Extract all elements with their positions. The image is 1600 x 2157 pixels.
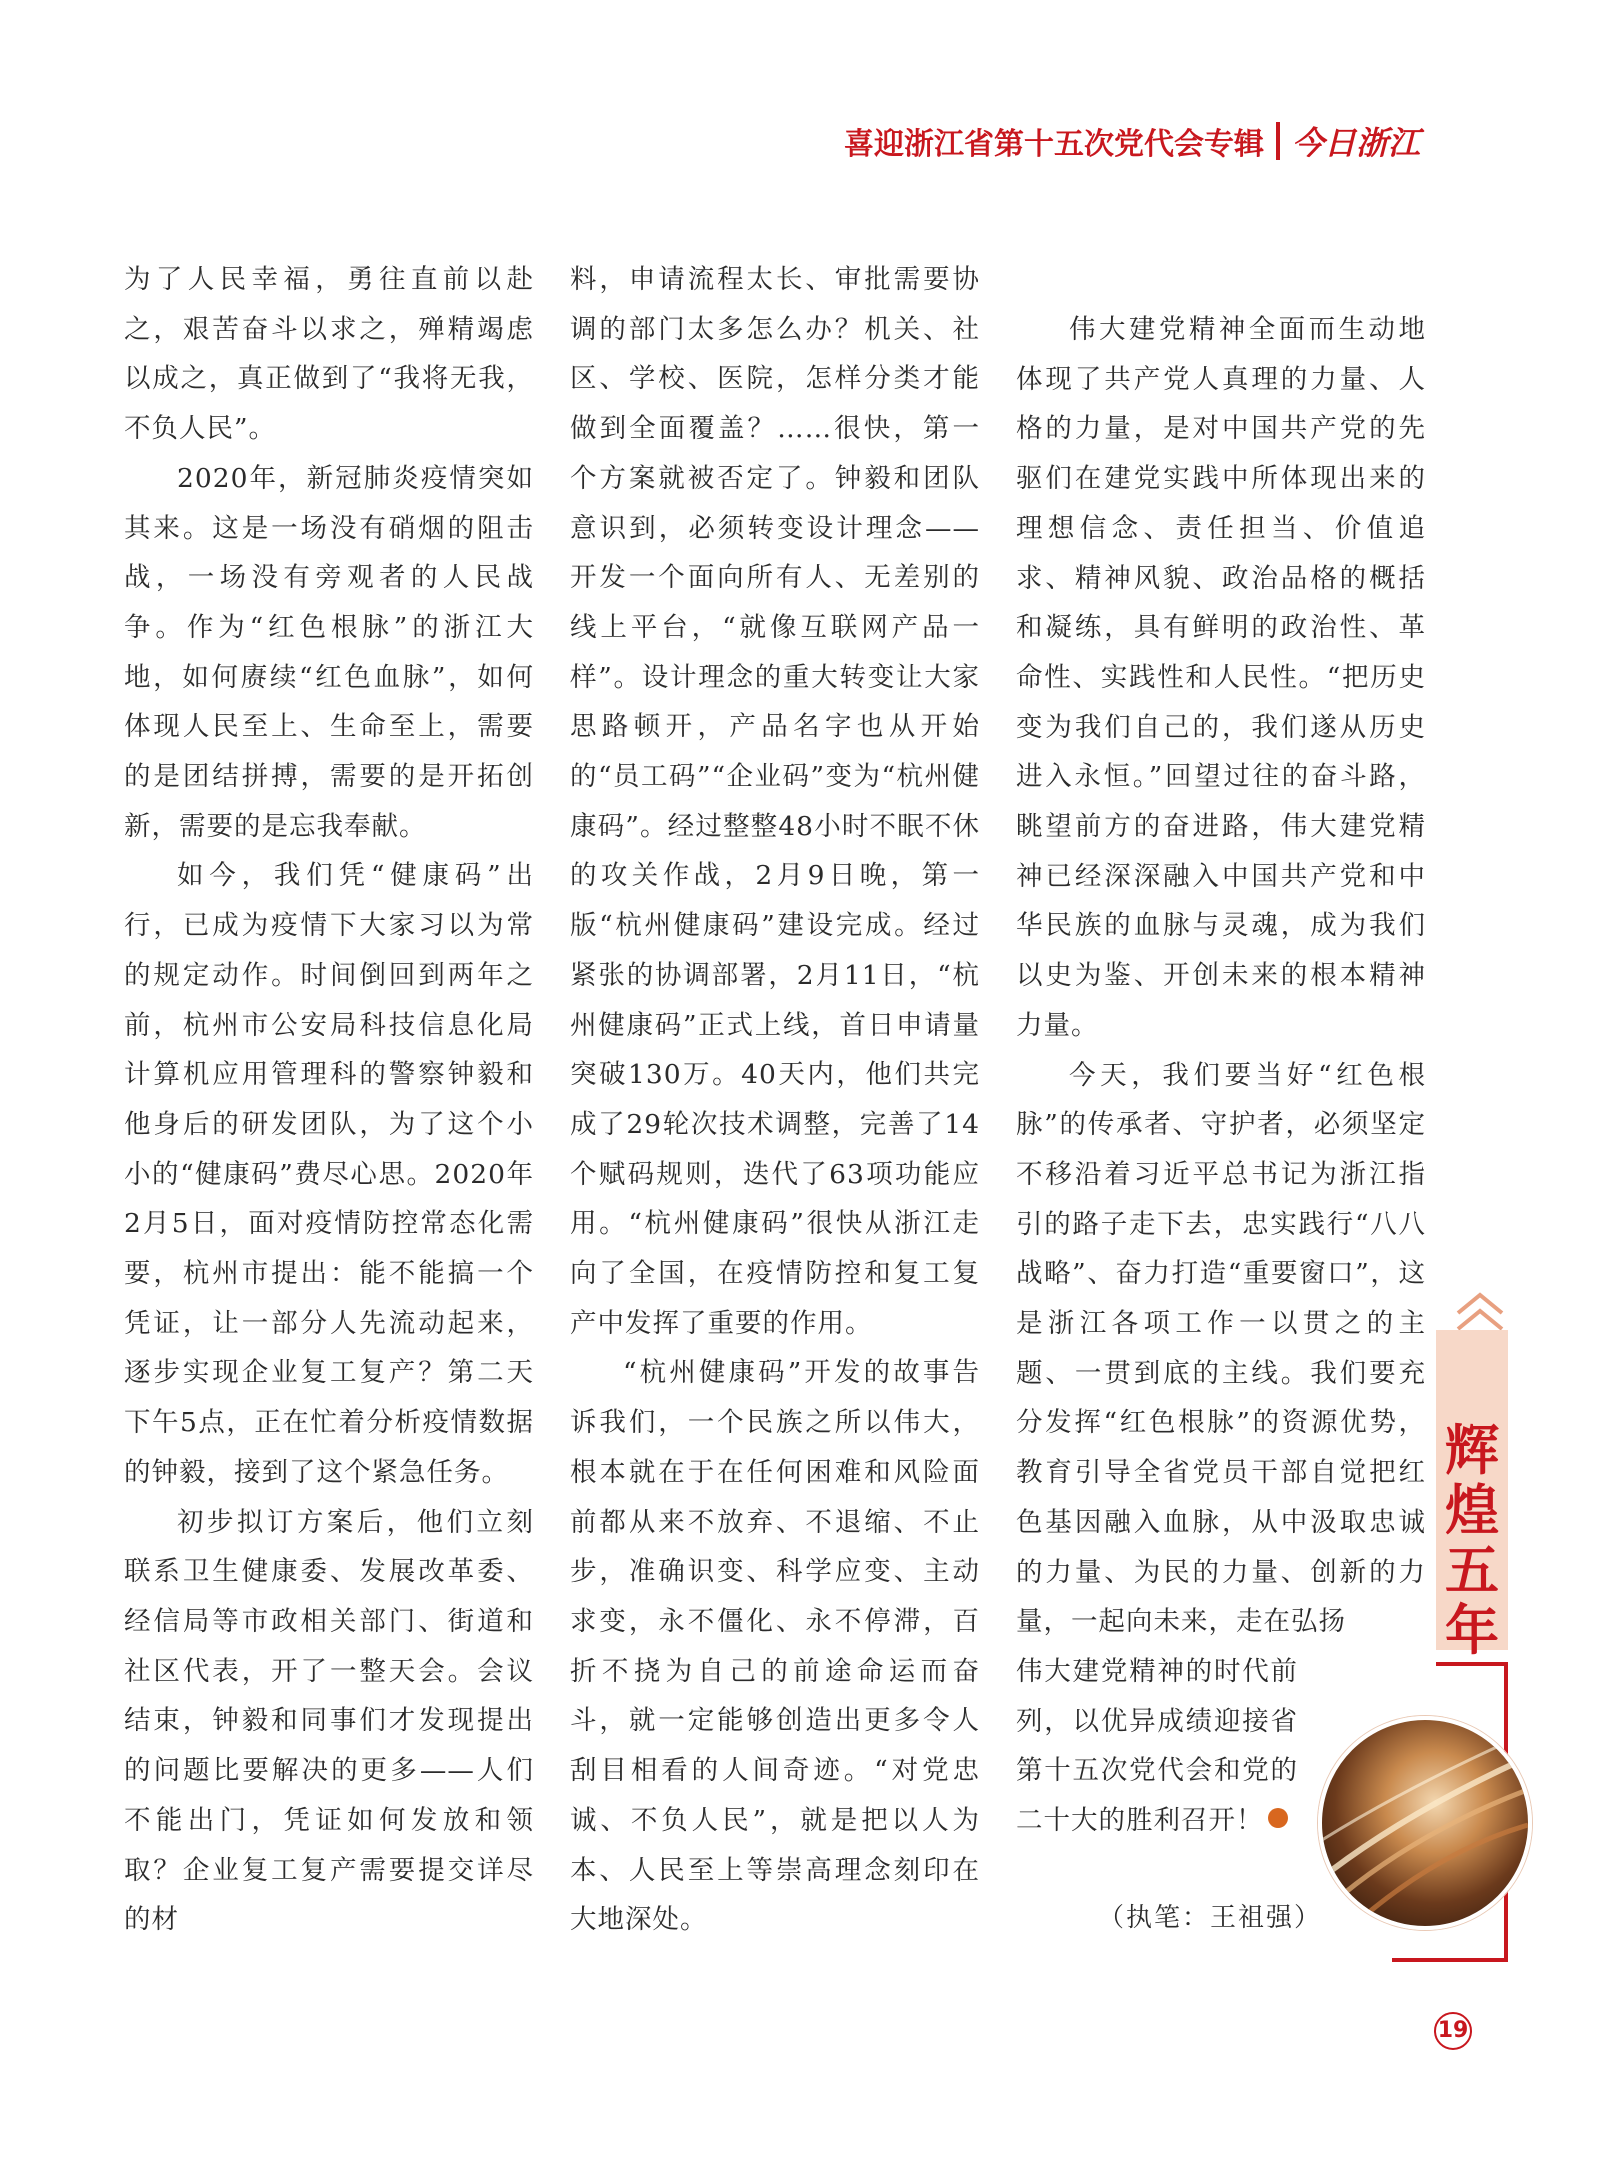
article-column-2 — [570, 255, 980, 1945]
paragraph: 初步拟订方案后，他们立刻联系卫生健康委、发展改革委、经信局等市政相关部门、街道和社区代表，开了一整天会。会议结束，钟毅和同事们才发现提出的问题比要解决的更多——人们不能出门，凭证如何发放和领取？企业复工复产需要提交详尽的材 — [124, 1506, 534, 1936]
paragraph: 2020年，新冠肺炎疫情突如其来。这是一场没有硝烟的阻击战，一场没有旁观者的人民战争。作为“红色根脉”的浙江大地，如何赓续“红色血脉”，如何体现人民至上、生命至上，需要的是团结拼搏，需要的是开拓创新，需要的是忘我奉献。 — [124, 462, 534, 842]
closing-text: 伟大建党精神的时代前列，以优异成绩迎接省第十五次党代会和党的二十大的胜利召开！ — [1016, 1655, 1298, 1837]
header-title: 喜迎浙江省第十五次党代会专辑 — [843, 127, 1264, 162]
paragraph: 为了人民幸福，勇往直前以赴之，艰苦奋斗以求之，殚精竭虑以成之，真正做到了“我将无我，不负人民”。 — [124, 264, 534, 445]
circular-photo — [1318, 1716, 1532, 1930]
page-header — [844, 118, 1420, 164]
frame-line-top — [1436, 1662, 1508, 1666]
author-byline: （执笔：王祖强） — [1098, 1903, 1323, 1933]
frame-line-bottom — [1392, 1958, 1508, 1962]
paragraph: 如今，我们凭“健康码”出行，已成为疫情下大家习以为常的规定动作。时间倒回到两年之前，杭州市公安局科技信息化局计算机应用管理科的警察钟毅和他身后的研发团队，为了这个小小的“健康码”费尽心思。2020年2月5日，面对疫情防控常态化需要，杭州市提出：能不能搞一个凭证，让一部分人先流动起来，逐步实现企业复工复产？第二天下午5点，正在忙着分析疫情数据的钟毅，接到了这个紧急任务。 — [124, 860, 534, 1488]
paragraph: 今天，我们要当好“红色根脉”的传承者、守护者，必须坚定不移沿着习近平总书记为浙江指引的路子走下去，忠实践行“八八战略”、奋力打造“重要窗口”，这是浙江各项工作一以贯之的主题、一贯到底的主线。我们要充分发挥“红色根脉”的资源优势，教育引导全省党员干部自觉把红色基因融入血脉，从中汲取忠诚的力量、为民的力量、创新的力量，一起向未来，走在弘扬 — [1016, 1059, 1426, 1638]
paragraph: 料，申请流程太长、审批需要协调的部门太多怎么办？机关、社区、学校、医院，怎样分类才能做到全面覆盖？……很快，第一个方案就被否定了。钟毅和团队意识到，必须转变设计理念——开发一个面向所有人、无差别的线上平台，“就像互联网产品一样”。设计理念的重大转变让大家思路顿开，产品名字也从开始的“员工码”“企业码”变为“杭州健康码”。经过整整48小时不眠不休的攻关作战，2月9日晚，第一版“杭州健康码”建设完成。经过紧张的协调部署，2月11日，“杭州健康码”正式上线，首日申请量突破130万。40天内，他们共完成了29轮次技术调整，完善了14个赋码规则，迭代了63项功能应用。“杭州健康码”很快从浙江走向了全国，在疫情防控和复工复产中发挥了重要的作用。 — [570, 264, 980, 1339]
header-separator — [1276, 122, 1280, 160]
magazine-logo: 今日浙江 — [1291, 124, 1420, 162]
article-column-1 — [124, 255, 534, 1945]
closing-paragraph — [1016, 1647, 1298, 1846]
paragraph: “杭州健康码”开发的故事告诉我们，一个民族之所以伟大，根本就在于在任何困难和风险面前都从来不放弃、不退缩、不止步，准确识变、科学应变、主动求变，永不僵化、永不停滞，百折不挠为自己的前途命运而奋斗，就一定能够创造出更多令人刮目相看的人间奇迹。“对党忠诚、不负人民”，就是把以人为本、人民至上等崇高理念刻印在大地深处。 — [570, 1357, 980, 1936]
end-mark-icon — [1268, 1808, 1288, 1828]
page-number: 19 — [1434, 2012, 1472, 2050]
section-sidebar — [1436, 1330, 1508, 1662]
section-label: 辉煌五年 — [1445, 1418, 1499, 1662]
photo-light-streaks — [1322, 1720, 1528, 1926]
paragraph: 伟大建党精神全面而生动地体现了共产党人真理的力量、人格的力量，是对中国共产党的先驱们在建党实践中所体现出来的理想信念、责任担当、价值追求、精神风貌、政治品格的概括和凝练，具有鲜明的政治性、革命性、实践性和人民性。“把历史变为我们自己的，我们遂从历史进入永恒。”回望过往的奋斗路，眺望前方的奋进路，伟大建党精神已经深深融入中国共产党和中华民族的血脉与灵魂，成为我们以史为鉴、开创未来的根本精神力量。 — [1016, 314, 1426, 1041]
article-column-3 — [1016, 305, 1426, 1846]
